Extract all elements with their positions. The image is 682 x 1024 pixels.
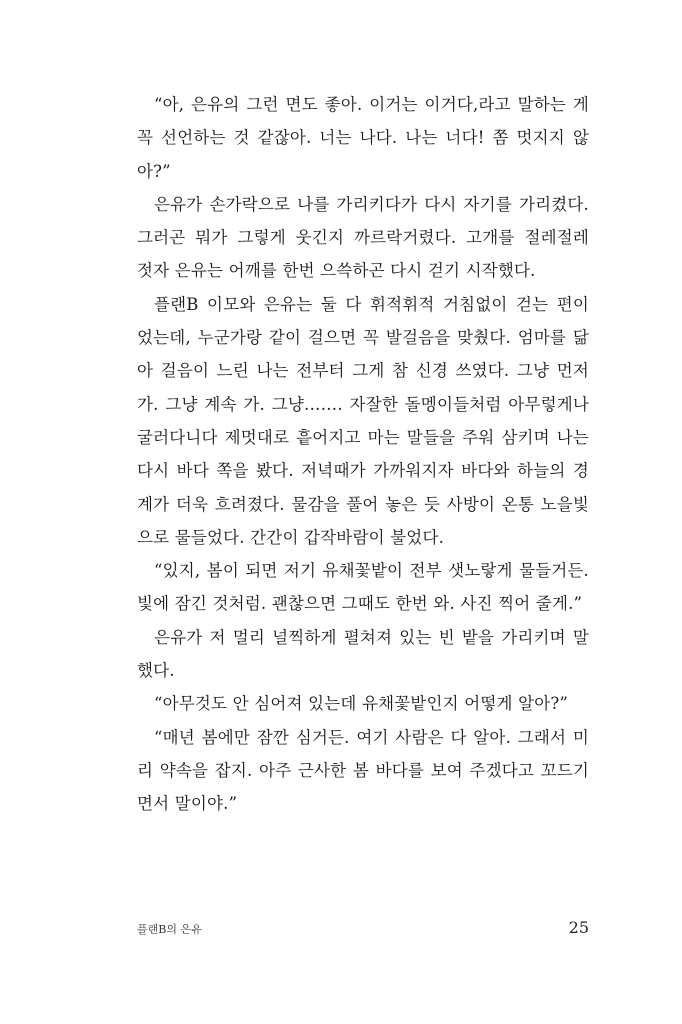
text-line: 다시 바다 쪽을 봤다. 저녁때가 가까워지자 바다와 하늘의 경 [137,461,589,481]
text-line: 리 약속을 잡지. 아주 근사한 봄 바다를 보여 주겠다고 꼬드기 [137,760,589,780]
text-line: 은유가 저 멀리 널찍하게 펼쳐져 있는 빈 밭을 가리키며 말 [154,627,589,647]
text-line: “아, 은유의 그런 면도 좋아. 이거는 이거다,라고 말하는 게 [154,95,589,114]
text-line: 빛에 잠긴 것처럼. 괜찮으면 그때도 한번 와. 사진 찍어 줄게.” [137,594,583,614]
text-line: 으로 물들었다. 간간이 갑작바람이 불었다. [137,527,445,547]
text-line: 플랜B 이모와 은유는 둘 다 휘적휘적 거침없이 걷는 편이 [154,294,589,314]
text-line: “매년 봄에만 잠깐 심거든. 여기 사람은 다 알아. 그래서 미 [154,727,589,747]
text-line: 했다. [137,661,175,681]
text-line: 그러곤 뭐가 그렇게 웃긴지 까르락거렸다. 고개를 절레절레 [137,228,589,248]
text-line: 가. 그냥 계속 가. 그냥……. 자잘한 돌멩이들처럼 아무렇게나 [137,394,589,414]
page-footer [137,918,589,937]
text-line: 아?” [137,161,171,181]
text-line: “있지, 봄이 되면 저기 유채꽃밭이 전부 샛노랗게 물들거든. [154,561,589,581]
text-line: 었는데, 누군가랑 같이 걸으면 꼭 발걸음을 맞췄다. 엄마를 닮 [137,328,589,348]
text-line: 젓자 은유는 어깨를 한번 으쓱하곤 다시 걷기 시작했다. [137,261,536,281]
page-number: 25 [568,918,589,937]
running-title: 플랜B의 은유 [137,923,202,936]
text-line: 아 걸음이 느린 나는 전부터 그게 참 신경 쓰였다. 그냥 먼저 [137,361,589,381]
text-line: 굴러다니다 제멋대로 흩어지고 마는 말들을 주워 삼키며 나는 [137,427,589,447]
text-line: 은유가 손가락으로 나를 가리키다가 다시 자기를 가리켰다. [154,194,589,214]
text-line: 꼭 선언하는 것 같잖아. 너는 나다. 나는 너다! 쫌 멋지지 않 [137,128,589,148]
page-body [137,88,589,821]
text-line: “아무것도 안 심어져 있는데 유채꽃밭인지 어떻게 알아?” [154,694,569,714]
text-line: 면서 말이야.” [137,794,238,814]
text-line: 계가 더욱 흐려졌다. 물감을 풀어 놓은 듯 사방이 온통 노을빛 [137,494,589,514]
